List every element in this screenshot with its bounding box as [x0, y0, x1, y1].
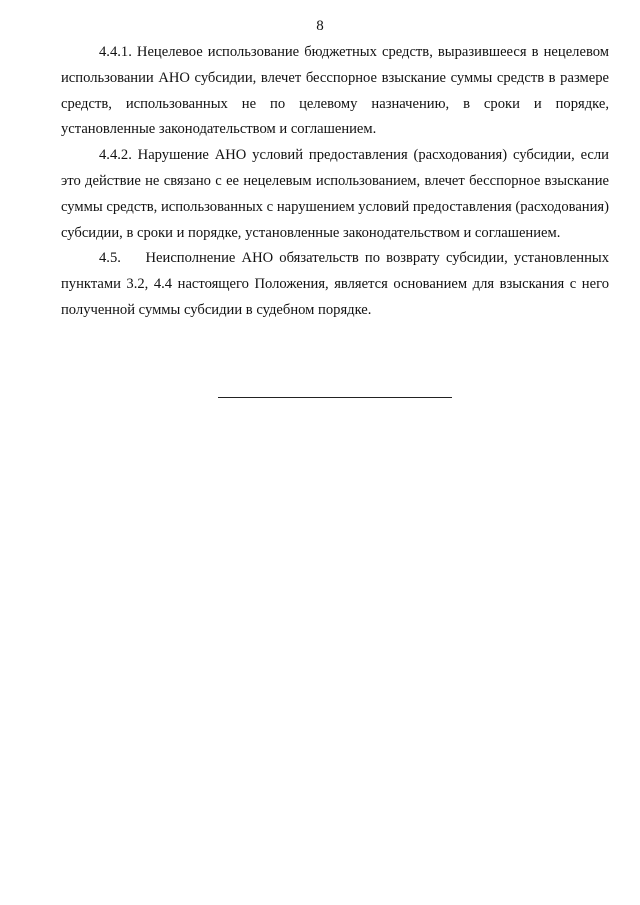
paragraph-4-5: 4.5. Неисполнение АНО обязательств по возврату субсидии, установленных пунктами 3.2, 4.4 настоящего Положения, является основанием для взыскания с него полученной суммы субсидии в судебном порядке. — [61, 250, 613, 318]
end-divider-line — [218, 397, 452, 398]
document-body — [61, 40, 613, 324]
paragraph-4-4-1: 4.4.1. Нецелевое использование бюджетных средств, выразившееся в нецелевом использовании АНО субсидии, влечет бесспорное взыскание суммы средств в размере средств, использованных не по целевому назначению, в сроки и порядке, установленные законодательством и соглашением. — [61, 44, 609, 138]
paragraph-4-4-2: 4.4.2. Нарушение АНО условий предоставления (расходования) субсидии, если это действие не связано с ее нецелевым использованием, влечет бесспорное взыскание суммы средств, использованных с нарушением условий предоставления (расходования) субсидии, в сроки и порядке, установленные законодательством и соглашением. — [61, 147, 609, 241]
page-number: 8 — [316, 18, 324, 34]
